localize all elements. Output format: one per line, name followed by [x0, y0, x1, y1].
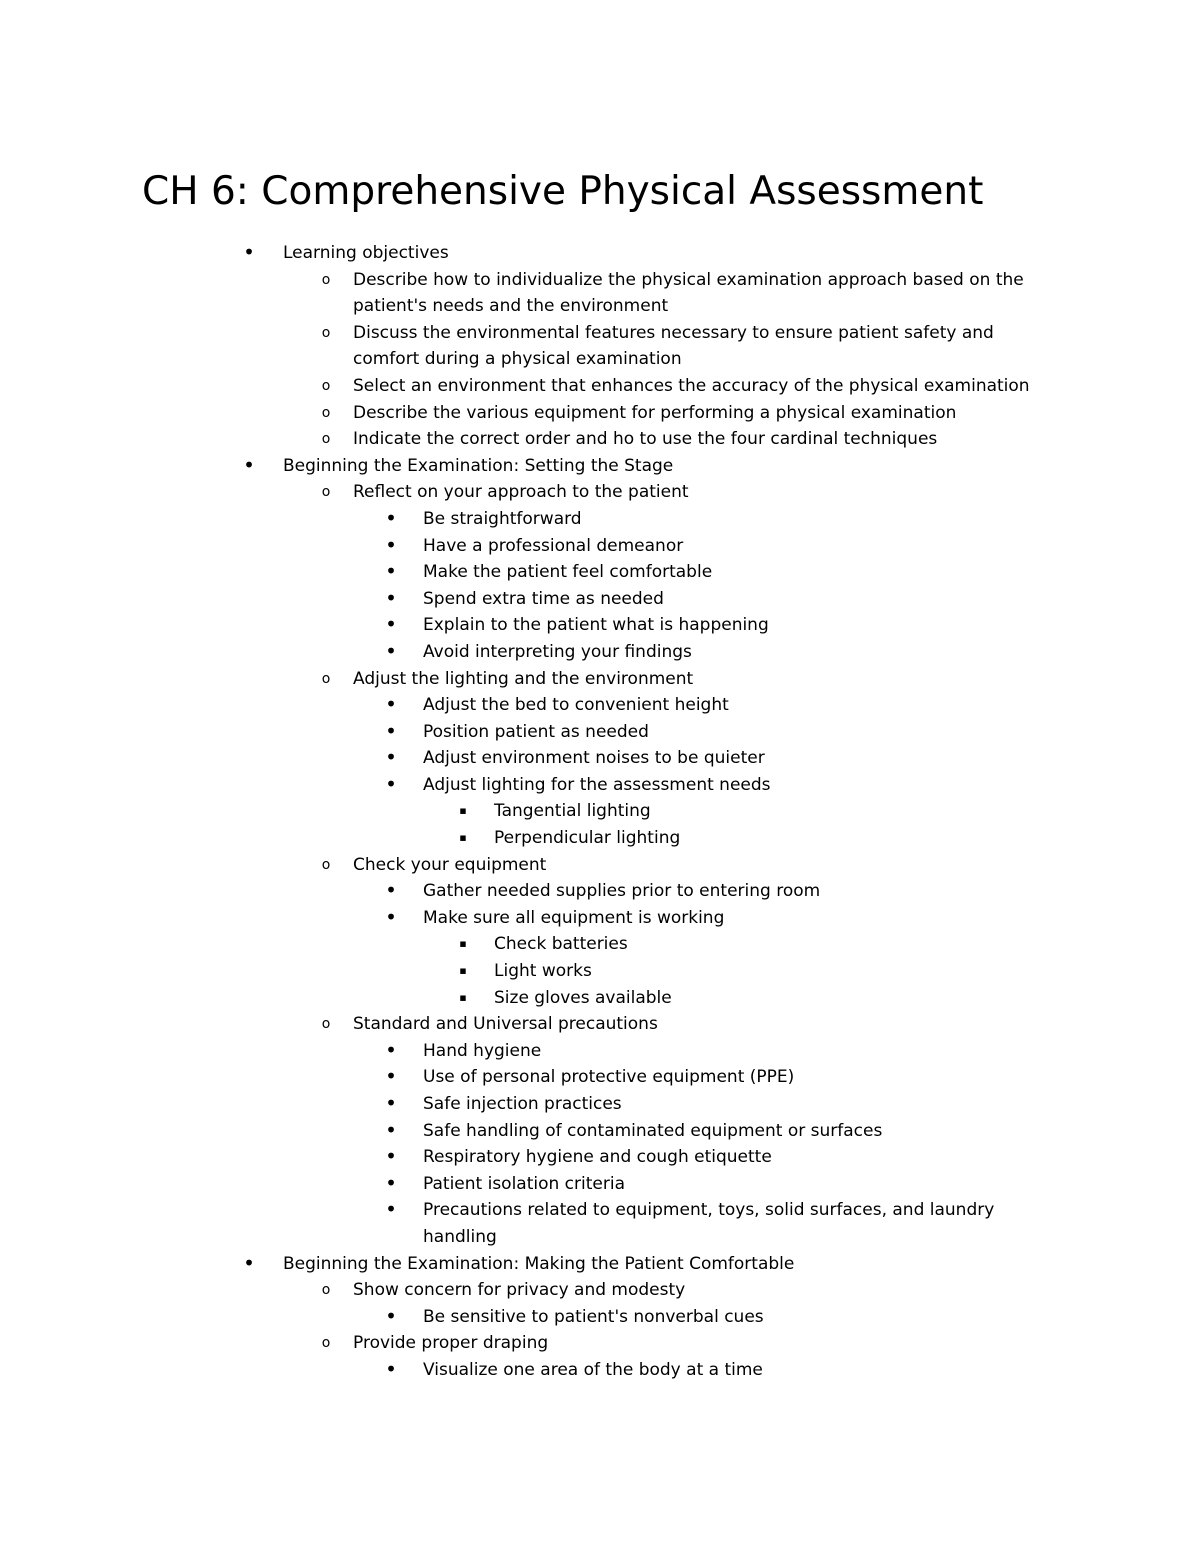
list-item-row [0, 985, 1044, 1012]
list-item [0, 1197, 1200, 1250]
list-item-row [0, 1304, 1023, 1331]
list-item-text: Be sensitive to patient's nonverbal cues [423, 1306, 764, 1327]
list-item [0, 719, 1200, 746]
list-item [0, 639, 1200, 666]
list-item-text: Gather needed supplies prior to entering room [423, 881, 821, 902]
list-item-row [0, 1171, 1023, 1198]
list-item-text: Tangential lighting [494, 801, 651, 822]
outline-level-3 [0, 506, 1200, 666]
list-item-row [0, 958, 1044, 985]
list-item-text: Indicate the correct order and ho to use the four cardinal techniques [353, 429, 938, 450]
bullet-icon: o [321, 670, 331, 687]
list-item-row [0, 373, 1053, 400]
bullet-icon: o [321, 324, 331, 341]
page-title: CH 6: Comprehensive Physical Assessment [142, 169, 984, 214]
bullet-icon: ▪ [459, 937, 467, 951]
list-item-text: Describe how to individualize the physical examination approach based on the patient's needs and the environment [353, 269, 1024, 317]
list-item-row [0, 852, 1053, 879]
list-item-text: Patient isolation criteria [423, 1173, 625, 1194]
list-item [0, 453, 1200, 1251]
list-item [0, 479, 1200, 665]
list-item-text: Be straightforward [423, 508, 582, 529]
list-item-text: Position patient as needed [423, 721, 649, 742]
list-item-text: Safe injection practices [423, 1094, 622, 1114]
outline-level-4 [0, 931, 1200, 1011]
outline-level-3 [0, 878, 1200, 1011]
list-item-row [0, 798, 1044, 825]
list-item-row [0, 1357, 1023, 1384]
list-item-text: Precautions related to equipment, toys, solid surfaces, and laundry handling [423, 1200, 995, 1247]
list-item [0, 985, 1200, 1012]
list-item [0, 240, 1200, 453]
list-item-text: Beginning the Examination: Making the Patient Comfortable [283, 1253, 795, 1274]
list-item [0, 426, 1200, 453]
outline-level-1 [0, 240, 1200, 1384]
list-item-text: Show concern for privacy and modesty [353, 1280, 686, 1301]
list-item-text: Describe the various equipment for performing a physical examination [353, 402, 957, 423]
list-item-text: Adjust environment noises to be quieter [423, 748, 765, 769]
list-item [0, 745, 1200, 772]
list-item [0, 1357, 1200, 1384]
list-item-row [0, 1118, 1023, 1145]
bullet-icon: • [385, 1303, 397, 1328]
list-item-row [0, 1251, 1043, 1278]
list-item-row [0, 772, 1023, 799]
list-item [0, 612, 1200, 639]
bullet-icon: ▪ [459, 990, 467, 1004]
list-item-row [0, 400, 1053, 427]
list-item [0, 1304, 1200, 1331]
outline-level-3 [0, 1038, 1200, 1251]
list-item-row [0, 1197, 1023, 1250]
list-item-text: Check your equipment [353, 854, 547, 875]
list-item-text: Spend extra time as needed [423, 588, 664, 609]
list-item [0, 267, 1200, 320]
bullet-icon: • [385, 745, 397, 770]
list-item [0, 825, 1200, 852]
bullet-icon: o [321, 856, 331, 873]
list-item-text: Safe handling of contaminated equipment or surfaces [423, 1120, 883, 1141]
list-item [0, 905, 1200, 1011]
list-item-row [0, 533, 1023, 560]
list-item [0, 586, 1200, 613]
list-item [0, 852, 1200, 1012]
bullet-icon: • [385, 1037, 397, 1062]
bullet-icon: • [385, 771, 397, 796]
list-item-text: Make sure all equipment is working [423, 907, 725, 928]
outline-level-3 [0, 692, 1200, 852]
list-item-text: Explain to the patient what is happening [423, 615, 769, 636]
list-item-row [0, 479, 1053, 506]
bullet-icon: • [243, 452, 255, 477]
bullet-icon: • [385, 638, 397, 663]
list-item-text: Visualize one area of the body at a time [423, 1359, 763, 1380]
outline-level-3 [0, 1304, 1200, 1331]
list-item [0, 1091, 1200, 1118]
list-item-row [0, 240, 1043, 267]
list-item-row [0, 1064, 1023, 1091]
list-item [0, 1118, 1200, 1145]
list-item-text: Hand hygiene [423, 1040, 542, 1061]
list-item [0, 506, 1200, 533]
list-item-text: Adjust the lighting and the environment [353, 668, 694, 689]
list-item-row [0, 559, 1023, 586]
list-item [0, 1277, 1200, 1330]
list-item [0, 1144, 1200, 1171]
list-item-text: Provide proper draping [353, 1333, 549, 1354]
bullet-icon: o [321, 271, 331, 288]
list-item-row [0, 267, 1053, 320]
list-item [0, 1064, 1200, 1091]
list-item-row [0, 692, 1023, 719]
list-item-row [0, 878, 1023, 905]
bullet-icon: • [385, 1197, 397, 1222]
list-item-row [0, 666, 1053, 693]
outline-level-3 [0, 1357, 1200, 1384]
bullet-icon: • [385, 718, 397, 743]
list-item-text: Standard and Universal precautions [353, 1014, 658, 1035]
bullet-icon: • [385, 612, 397, 637]
list-item-row [0, 453, 1043, 480]
bullet-icon: • [385, 1170, 397, 1195]
list-item-text: Learning objectives [283, 243, 449, 263]
outline-list [0, 240, 1200, 1384]
bullet-icon: • [385, 692, 397, 717]
list-item-text: Size gloves available [494, 987, 672, 1008]
list-item-text: Respiratory hygiene and cough etiquette [423, 1147, 772, 1168]
bullet-icon: • [385, 1144, 397, 1169]
list-item-row [0, 639, 1023, 666]
list-item [0, 798, 1200, 825]
list-item-row [0, 745, 1023, 772]
list-item-row [0, 426, 1053, 453]
bullet-icon: o [321, 484, 331, 501]
bullet-icon: • [385, 532, 397, 557]
bullet-icon: • [385, 878, 397, 903]
list-item [0, 1038, 1200, 1065]
list-item [0, 373, 1200, 400]
list-item [0, 772, 1200, 852]
list-item-text: Beginning the Examination: Setting the Stage [283, 455, 674, 476]
bullet-icon: o [321, 431, 331, 448]
list-item [0, 666, 1200, 852]
outline-level-2 [0, 267, 1200, 453]
list-item-text: Avoid interpreting your findings [423, 641, 692, 662]
list-item [0, 320, 1200, 373]
list-item-row [0, 905, 1023, 932]
list-item-row [0, 506, 1023, 533]
list-item-text: Use of personal protective equipment (PPE) [423, 1067, 795, 1088]
bullet-icon: ▪ [459, 804, 467, 818]
list-item [0, 400, 1200, 427]
list-item-row [0, 931, 1044, 958]
bullet-icon: o [321, 1335, 331, 1352]
list-item-row [0, 1038, 1023, 1065]
bullet-icon: o [321, 1282, 331, 1299]
bullet-icon: ▪ [459, 831, 467, 845]
outline-level-2 [0, 1277, 1200, 1383]
list-item-row [0, 1091, 1023, 1118]
list-item-row [0, 1011, 1053, 1038]
list-item [0, 1251, 1200, 1384]
list-item-row [0, 586, 1023, 613]
list-item-text: Check batteries [494, 934, 628, 955]
bullet-icon: • [385, 904, 397, 929]
bullet-icon: o [321, 1016, 331, 1033]
list-item [0, 559, 1200, 586]
list-item-row [0, 719, 1023, 746]
list-item [0, 878, 1200, 905]
list-item [0, 931, 1200, 958]
outline-level-2 [0, 479, 1200, 1250]
list-item [0, 1171, 1200, 1198]
list-item-row [0, 1277, 1053, 1304]
bullet-icon: • [385, 505, 397, 530]
bullet-icon: • [385, 1356, 397, 1381]
bullet-icon: • [385, 1064, 397, 1089]
bullet-icon: • [243, 240, 255, 264]
list-item-text: Have a professional demeanor [423, 535, 684, 556]
list-item-text: Adjust the bed to convenient height [423, 695, 729, 716]
list-item [0, 533, 1200, 560]
list-item-row [0, 612, 1023, 639]
list-item-text: Reflect on your approach to the patient [353, 482, 689, 503]
bullet-icon: • [243, 1250, 255, 1275]
bullet-icon: • [385, 585, 397, 610]
list-item-row [0, 320, 1053, 373]
bullet-icon: • [385, 559, 397, 584]
bullet-icon: o [321, 377, 331, 394]
list-item [0, 692, 1200, 719]
list-item-text: Select an environment that enhances the accuracy of the physical examination [353, 375, 1030, 396]
list-item-text: Perpendicular lighting [494, 828, 681, 849]
list-item [0, 1011, 1200, 1250]
list-item-row [0, 825, 1044, 852]
list-item-text: Light works [494, 961, 592, 982]
list-item [0, 1330, 1200, 1383]
bullet-icon: o [321, 404, 331, 421]
list-item-text: Discuss the environmental features necessary to ensure patient safety and comfort during a physical examination [353, 322, 994, 370]
outline-level-4 [0, 798, 1200, 851]
list-item [0, 958, 1200, 985]
list-item-text: Adjust lighting for the assessment needs [423, 774, 771, 795]
bullet-icon: ▪ [459, 964, 467, 978]
list-item-row [0, 1330, 1053, 1357]
list-item-text: Make the patient feel comfortable [423, 562, 713, 583]
bullet-icon: • [385, 1091, 397, 1115]
list-item-row [0, 1144, 1023, 1171]
bullet-icon: • [385, 1117, 397, 1142]
